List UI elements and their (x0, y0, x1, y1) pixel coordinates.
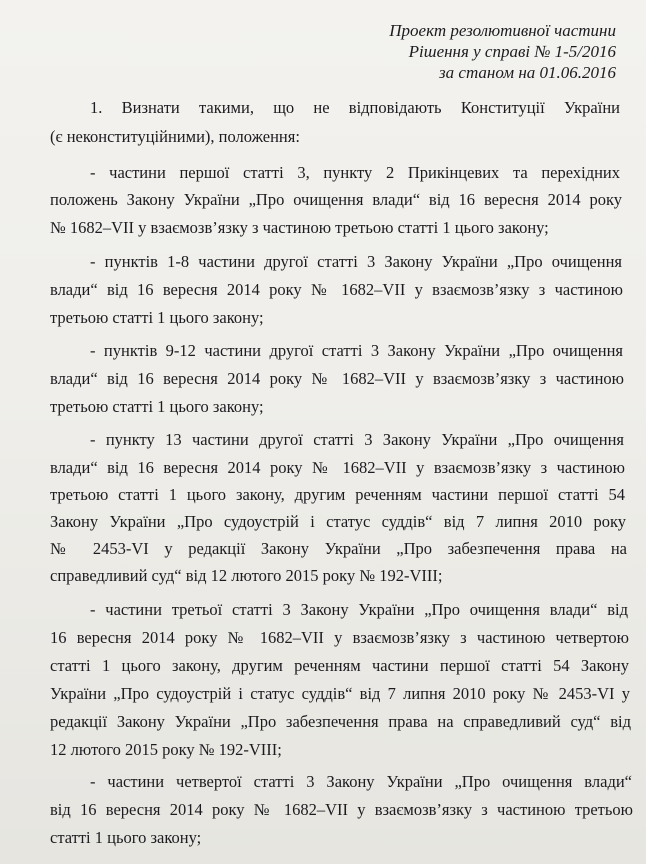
text-line: третьою статті 1 цього закону; (50, 308, 264, 327)
text-line: влади“ від 16 вересня 2014 року № 1682–VII у взаємозв’язку з частиною (50, 369, 624, 388)
text-line: - частини першої статті 3, пункту 2 Прикінцевих та перехідних (90, 163, 620, 182)
text-line: справедливий суд“ від 12 лютого 2015 року № 192-VIII; (50, 566, 443, 585)
text-line: третьою статті 1 цього закону; (50, 397, 264, 416)
text-line: влади“ від 16 вересня 2014 року № 1682–VII у взаємозв’язку з частиною (50, 458, 625, 477)
text-line: влади“ від 16 вересня 2014 року № 1682–VII у взаємозв’язку з частиною (50, 280, 623, 299)
text-line: - частини третьої статті 3 Закону України „Про очищення влади“ від (90, 600, 628, 619)
text-line: - пунктів 1-8 частини другої статті 3 Закону України „Про очищення (90, 252, 622, 271)
text-line: (є неконституційними), положення: (50, 127, 300, 146)
text-line: положень Закону України „Про очищення влади“ від 16 вересня 2014 року (50, 190, 622, 209)
text-line: України „Про судоустрій і статус суддів“ від 7 липня 2010 року № 2453-VI у (50, 684, 630, 703)
header-line-2: Рішення у справі № 1-5/2016 (408, 42, 616, 61)
document-header (389, 20, 616, 83)
text-line: редакції Закону України „Про забезпечення права на справедливий суд“ від (50, 712, 631, 731)
text-line: - частини четвертої статті 3 Закону України „Про очищення влади“ (90, 772, 632, 791)
header-line-3: за станом на 01.06.2016 (439, 63, 616, 82)
text-line: 12 лютого 2015 року № 192-VIII; (50, 740, 282, 759)
text-line: № 2453-VI у редакції Закону України „Про забезпечення права на (50, 539, 627, 558)
text-line: від 16 вересня 2014 року № 1682–VII у взаємозв’язку з частиною третьою (50, 800, 633, 819)
text-line: третьою статті 1 цього закону, другим реченням частини першої статті 54 (50, 485, 625, 504)
text-line: № 1682–VII у взаємозв’язку з частиною третьою статті 1 цього закону; (50, 218, 549, 237)
text-line: - пункту 13 частини другої статті 3 Закону України „Про очищення (90, 430, 624, 449)
text-line: статті 1 цього закону, другим реченням частини першої статті 54 Закону (50, 656, 629, 675)
text-line: 16 вересня 2014 року № 1682–VII у взаємозв’язку з частиною четвертою (50, 628, 629, 647)
text-line: 1. Визнати такими, що не відповідають Конституції України (90, 98, 620, 117)
text-line: статті 1 цього закону; (50, 828, 202, 847)
header-line-1: Проект резолютивної частини (389, 21, 616, 40)
text-line: - пунктів 9-12 частини другої статті 3 Закону України „Про очищення (90, 341, 623, 360)
text-line: Закону України „Про судоустрій і статус суддів“ від 7 липня 2010 року (50, 512, 626, 531)
